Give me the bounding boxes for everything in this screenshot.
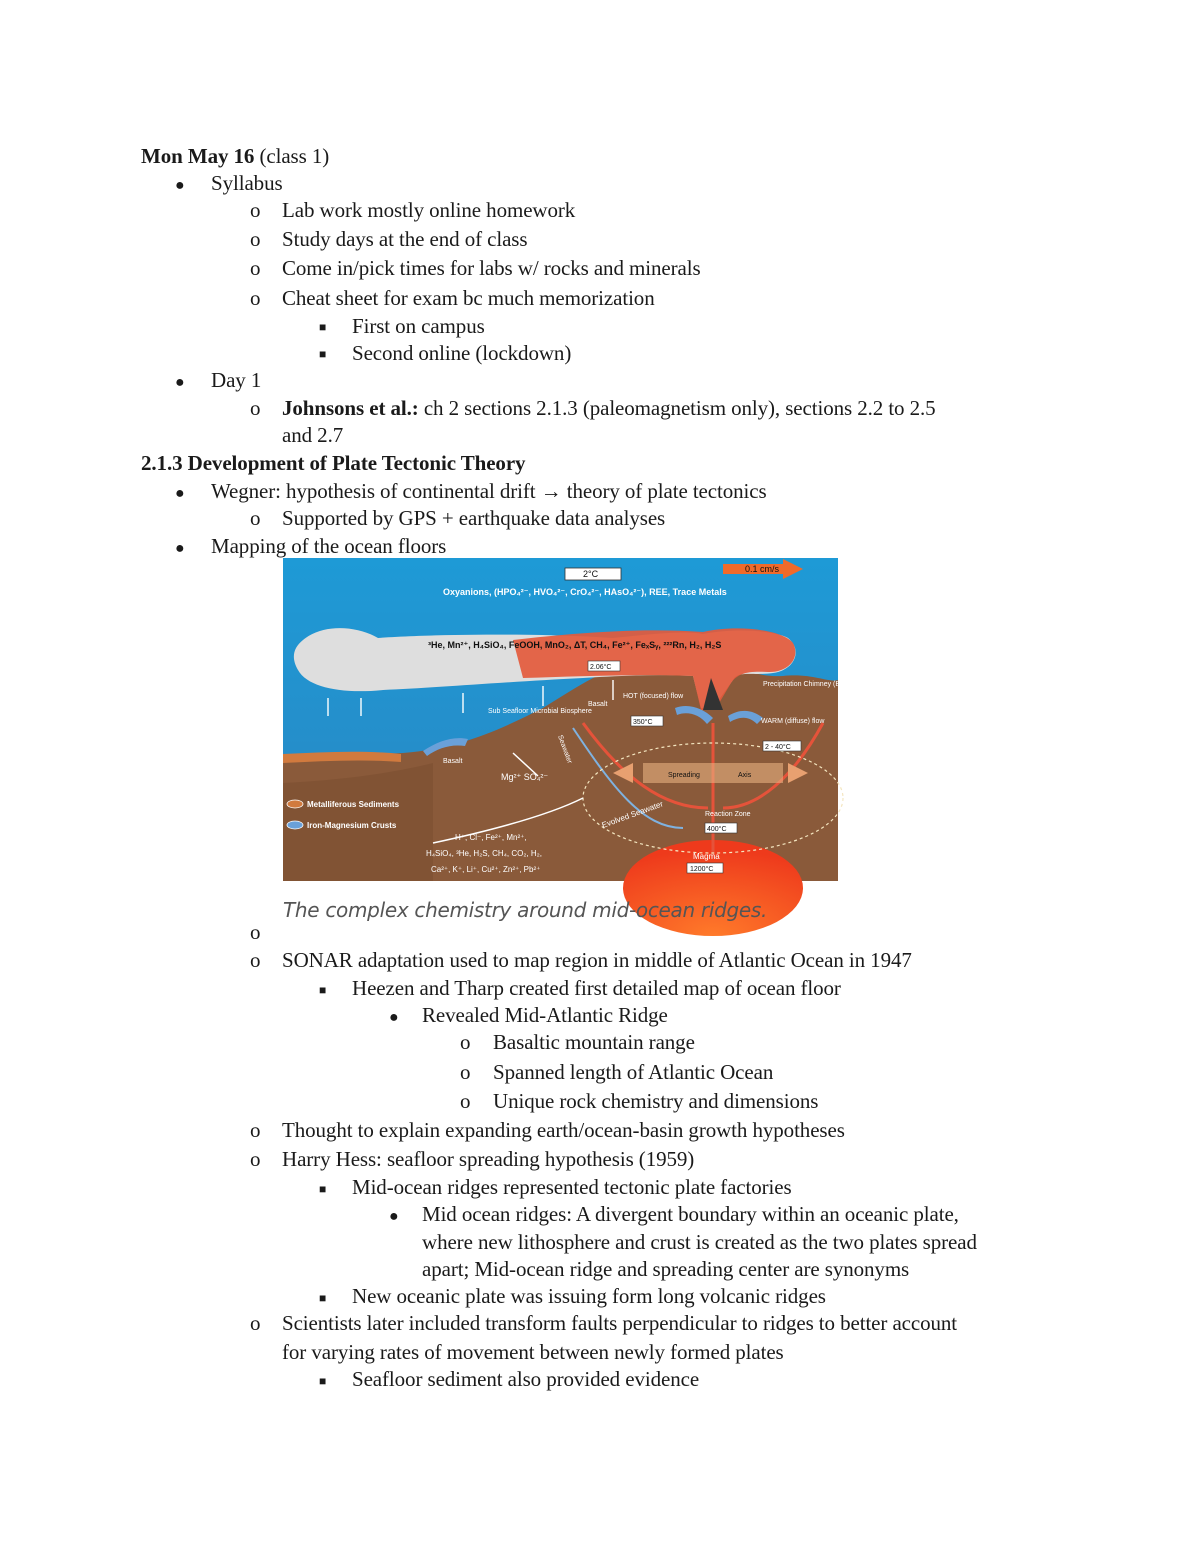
ions-line-3: Ca²⁺, K⁺, Li⁺, Cu²⁺, Zn²⁺, Pb²⁺ [431, 865, 541, 874]
bullet-marker: o [460, 1060, 471, 1084]
list-item: Revealed Mid-Atlantic Ridge [422, 1003, 668, 1027]
flow-rate-label: 0.1 cm/s [745, 564, 780, 574]
bullet-marker: o [250, 920, 261, 944]
list-item: Basaltic mountain range [493, 1030, 695, 1054]
chimney-label: Precipitation Chimney (Black Smoker) [763, 681, 881, 688]
list-item: Harry Hess: seafloor spreading hypothesis (1959) [282, 1147, 695, 1171]
list-item-cont: where new lithosphere and crust is created as the two plates spread [422, 1230, 977, 1254]
arrow-right-icon: → [540, 479, 562, 503]
legend-sediments: Metalliferous Sediments [307, 800, 400, 809]
microbial-label: Sub Seafloor Microbial Biosphere [488, 708, 592, 715]
bullet-marker: ● [175, 540, 185, 557]
list-item: New oceanic plate was issuing form long volcanic ridges [352, 1284, 826, 1308]
basalt-label-left: Basalt [443, 758, 463, 765]
bullet-marker: ■ [319, 1291, 327, 1305]
bullet-marker: ■ [319, 347, 327, 361]
list-item: Cheat sheet for exam bc much memorization [282, 286, 655, 310]
wegner-text-b: theory of plate tectonics [561, 479, 767, 503]
date-heading [141, 143, 329, 170]
bullet-marker: o [250, 256, 261, 280]
list-item: Unique rock chemistry and dimensions [493, 1089, 819, 1113]
bullet-marker: ● [175, 374, 185, 391]
bullet-marker: ● [389, 1009, 399, 1026]
list-item: Spanned length of Atlantic Ocean [493, 1060, 774, 1084]
date-heading-bold: Mon May 16 [141, 144, 255, 168]
list-item: Study days at the end of class [282, 227, 528, 251]
temp-label-hot: 350°C [633, 719, 653, 726]
legend-crusts: Iron-Magnesium Crusts [307, 821, 397, 830]
list-item: Heezen and Tharp created first detailed map of ocean floor [352, 976, 841, 1000]
ions-line-1: H⁺, Cl⁻, Fe²⁺, Mn²⁺, [455, 833, 527, 842]
basalt-label-right: Basalt [588, 701, 608, 708]
list-item: First on campus [352, 314, 485, 338]
magma-label: Magma [693, 852, 720, 861]
bullet-marker: o [250, 948, 261, 972]
reading-sections: ch 2 sections 2.1.3 (paleomagnetism only), sections 2.2 to 2.5 [418, 396, 936, 420]
bullet-marker: ■ [319, 983, 327, 997]
mg-so4-label: Mg²⁺ SO₄²⁻ [501, 772, 549, 782]
bullet-marker: ● [175, 485, 185, 502]
list-item-reading [282, 395, 936, 422]
date-heading-rest: (class 1) [254, 144, 330, 168]
section-title: 2.1.3 Development of Plate Tectonic Theory [141, 451, 526, 475]
list-item-day1: Day 1 [211, 368, 262, 392]
oxyanions-label: Oxyanions, (HPO₄²⁻, HVO₄²⁻, CrO₄²⁻, HAsO₄²⁻), REE, Trace Metals [443, 587, 727, 597]
list-item: Scientists later included transform faults perpendicular to ridges to better account [282, 1311, 958, 1335]
bullet-marker: o [250, 1147, 261, 1171]
figure-caption: The complex chemistry around mid-ocean ridges. [283, 898, 768, 922]
warm-flow-label: WARM (diffuse) flow [761, 718, 825, 725]
list-item-mapping: Mapping of the ocean floors [211, 534, 447, 558]
temp-label-warm: 2 - 40°C [765, 744, 791, 751]
list-item-reading-cont: and 2.7 [282, 423, 344, 447]
wegner-text-a: Wegner: hypothesis of continental drift [211, 479, 541, 503]
bullet-marker: o [250, 1118, 261, 1142]
list-item-syllabus: Syllabus [211, 171, 283, 195]
list-item: Mid-ocean ridges represented tectonic plate factories [352, 1175, 792, 1199]
bullet-marker: ● [175, 177, 185, 194]
list-item-sonar: SONAR adaptation used to map region in middle of Atlantic Ocean in 1947 [282, 948, 912, 972]
bullet-marker: o [460, 1089, 471, 1113]
bullet-marker: o [250, 286, 261, 310]
axis-label: Axis [738, 772, 752, 779]
temp-label-top: 2°C [583, 569, 599, 579]
list-item: Supported by GPS + earthquake data analyses [282, 506, 666, 530]
bullet-marker: o [250, 1311, 261, 1335]
bullet-marker: o [250, 396, 261, 420]
temp-label-magma: 1200°C [690, 866, 714, 873]
temp-label-plume: 2.06°C [590, 664, 612, 671]
bullet-marker: ■ [319, 320, 327, 334]
hot-flow-label: HOT (focused) flow [623, 693, 684, 700]
evolved-seawater-label: Evolved Seawater [600, 799, 665, 830]
bullet-marker: o [250, 506, 261, 530]
list-item: Second online (lockdown) [352, 341, 572, 365]
bullet-marker: ■ [319, 1374, 327, 1388]
reading-author: Johnsons et al.: [282, 396, 419, 420]
bullet-marker: o [250, 198, 261, 222]
mid-ocean-ridge-diagram [283, 558, 881, 881]
bullet-marker: ● [389, 1208, 399, 1225]
list-item: Mid ocean ridges: A divergent boundary within an oceanic plate, [422, 1202, 959, 1226]
bullet-marker: ■ [319, 1182, 327, 1196]
spreading-label: Spreading [668, 772, 700, 779]
seawater-label: Seawater [556, 734, 573, 765]
list-item: Come in/pick times for labs w/ rocks and minerals [282, 256, 701, 280]
list-item-cont: for varying rates of movement between newly formed plates [282, 1340, 784, 1364]
list-item: Seafloor sediment also provided evidence [352, 1367, 700, 1391]
list-item: Thought to explain expanding earth/ocean-basin growth hypotheses [282, 1118, 845, 1142]
list-item-wegner [211, 478, 767, 505]
temp-label-reaction: 400°C [707, 826, 727, 833]
list-item: Lab work mostly online homework [282, 198, 576, 222]
reaction-zone-label: Reaction Zone [705, 811, 751, 818]
list-item-cont: apart; Mid-ocean ridge and spreading center are synonyms [422, 1257, 910, 1281]
ions-line-2: H₄SiO₄, ³He, H₂S, CH₄, CO₂, H₂, [426, 849, 543, 858]
plume-species-label: ³He, Mn²⁺, H₄SiO₄, FeOOH, MnO₂, ΔT, CH₄, Fe²⁺, FeₓSᵧ, ²²²Rn, H₂, H₂S [428, 640, 722, 650]
bullet-marker: o [460, 1030, 471, 1054]
bullet-marker: o [250, 227, 261, 251]
